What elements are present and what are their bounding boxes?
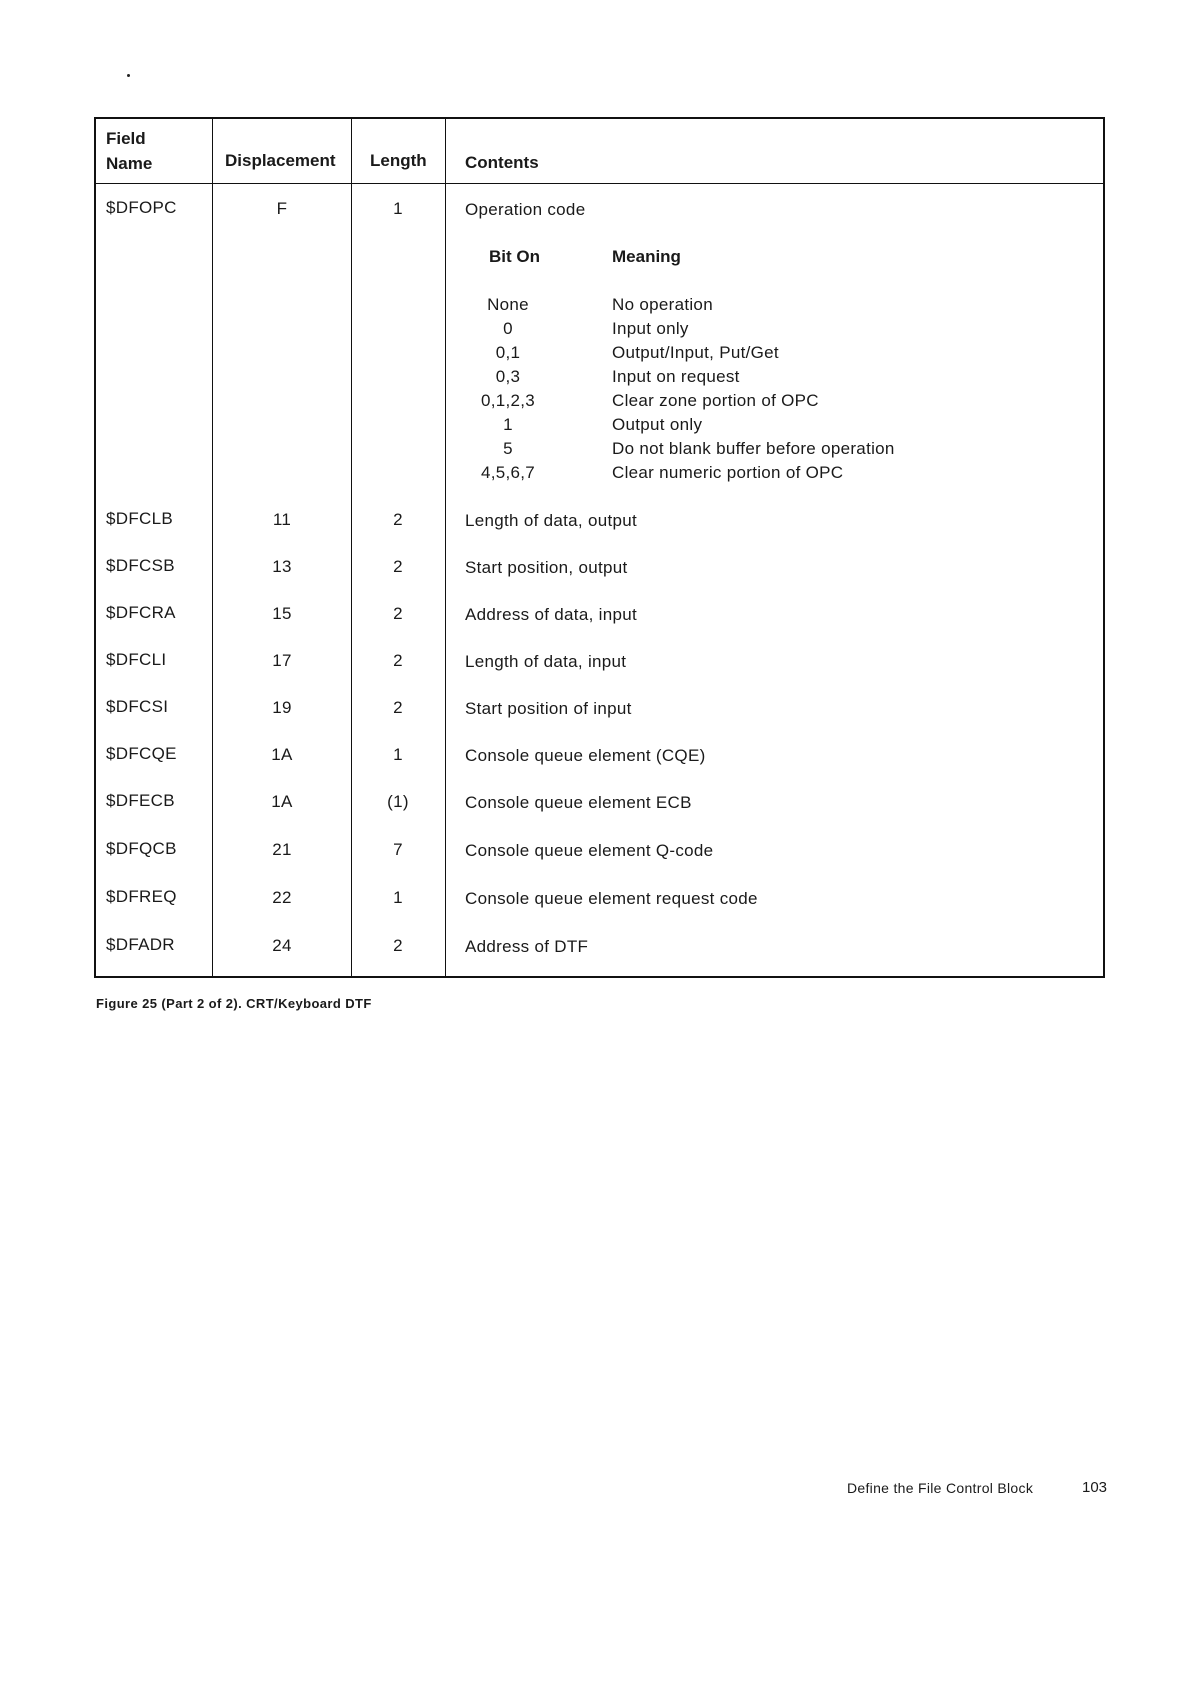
bit-value: 4,5,6,7 <box>480 463 536 482</box>
bit-meaning: Input only <box>612 319 689 338</box>
bit-on-header: Bit On <box>489 247 540 266</box>
bit-meaning: Output/Input, Put/Get <box>612 343 779 362</box>
row-displacement: 17 <box>272 651 292 670</box>
row-contents: Console queue element ECB <box>465 793 692 812</box>
row-field: $DFECB <box>106 791 175 810</box>
footer-section-title: Define the File Control Block <box>847 1480 1034 1496</box>
row-field: $DFOPC <box>106 198 177 217</box>
row-length: 7 <box>393 840 403 859</box>
row-field: $DFREQ <box>106 887 177 906</box>
row-contents: Console queue element (CQE) <box>465 746 706 765</box>
bit-value: 1 <box>503 415 513 434</box>
row-length: 2 <box>393 557 403 576</box>
bit-meaning: Output only <box>612 415 703 434</box>
header-field-label: Field <box>106 129 146 148</box>
row-field: $DFADR <box>106 935 175 954</box>
row-length: 2 <box>393 698 403 717</box>
row-contents: Console queue element request code <box>465 889 758 908</box>
row-displacement: 19 <box>272 698 292 717</box>
bit-meaning: Clear numeric portion of OPC <box>612 463 844 482</box>
row-length: 1 <box>393 199 403 218</box>
row-field: $DFCSB <box>106 556 175 575</box>
row-displacement: 13 <box>272 557 292 576</box>
bit-value: 5 <box>503 439 513 458</box>
page-number: 103 <box>1082 1479 1108 1496</box>
header-contents: Contents <box>465 153 539 172</box>
row-displacement: F <box>276 199 288 218</box>
header-field-name <box>106 126 152 176</box>
bit-value: 0 <box>503 319 513 338</box>
header-length: Length <box>370 151 427 170</box>
row-displacement: 1A <box>271 745 293 764</box>
row-displacement: 11 <box>272 510 292 529</box>
row-contents: Length of data, output <box>465 511 638 530</box>
figure-caption: Figure 25 (Part 2 of 2). CRT/Keyboard DTF <box>96 996 372 1011</box>
meaning-header: Meaning <box>612 247 681 266</box>
row-displacement: 1A <box>271 792 293 811</box>
row-length: (1) <box>387 792 409 811</box>
bit-value: 0,1,2,3 <box>480 391 536 410</box>
row-contents: Address of DTF <box>465 937 589 956</box>
row-length: 2 <box>393 604 403 623</box>
stray-mark <box>127 74 130 77</box>
row-length: 2 <box>393 510 403 529</box>
row-field: $DFCSI <box>106 697 169 716</box>
row-field: $DFCLI <box>106 650 167 669</box>
bit-meaning: No operation <box>612 295 713 314</box>
bit-meaning: Input on request <box>612 367 740 386</box>
bit-meaning: Do not blank buffer before operation <box>612 439 895 458</box>
row-contents: Console queue element Q-code <box>465 841 714 860</box>
row-displacement: 21 <box>272 840 292 859</box>
row-contents: Length of data, input <box>465 652 627 671</box>
row-contents: Start position of input <box>465 699 632 718</box>
bit-value: 0,1 <box>495 343 521 362</box>
row-contents: Start position, output <box>465 558 628 577</box>
row-field: $DFCLB <box>106 509 173 528</box>
row-length: 1 <box>393 888 403 907</box>
bit-value: 0,3 <box>495 367 521 386</box>
field-table <box>94 117 1105 978</box>
row-field: $DFCRA <box>106 603 176 622</box>
header-displacement: Displacement <box>225 151 336 170</box>
row-length: 2 <box>393 651 403 670</box>
row-field: $DFCQE <box>106 744 177 763</box>
row-contents: Address of data, input <box>465 605 637 624</box>
row-field: $DFQCB <box>106 839 177 858</box>
row-displacement: 15 <box>272 604 292 623</box>
header-divider <box>96 183 1103 184</box>
row-length: 1 <box>393 745 403 764</box>
row-length: 2 <box>393 936 403 955</box>
row-contents: Operation code <box>465 200 586 219</box>
header-name-label: Name <box>106 154 153 173</box>
bit-meaning: Clear zone portion of OPC <box>612 391 819 410</box>
row-displacement: 22 <box>272 888 292 907</box>
bit-value: None <box>487 295 529 314</box>
row-displacement: 24 <box>272 936 292 955</box>
column-divider <box>445 119 446 976</box>
